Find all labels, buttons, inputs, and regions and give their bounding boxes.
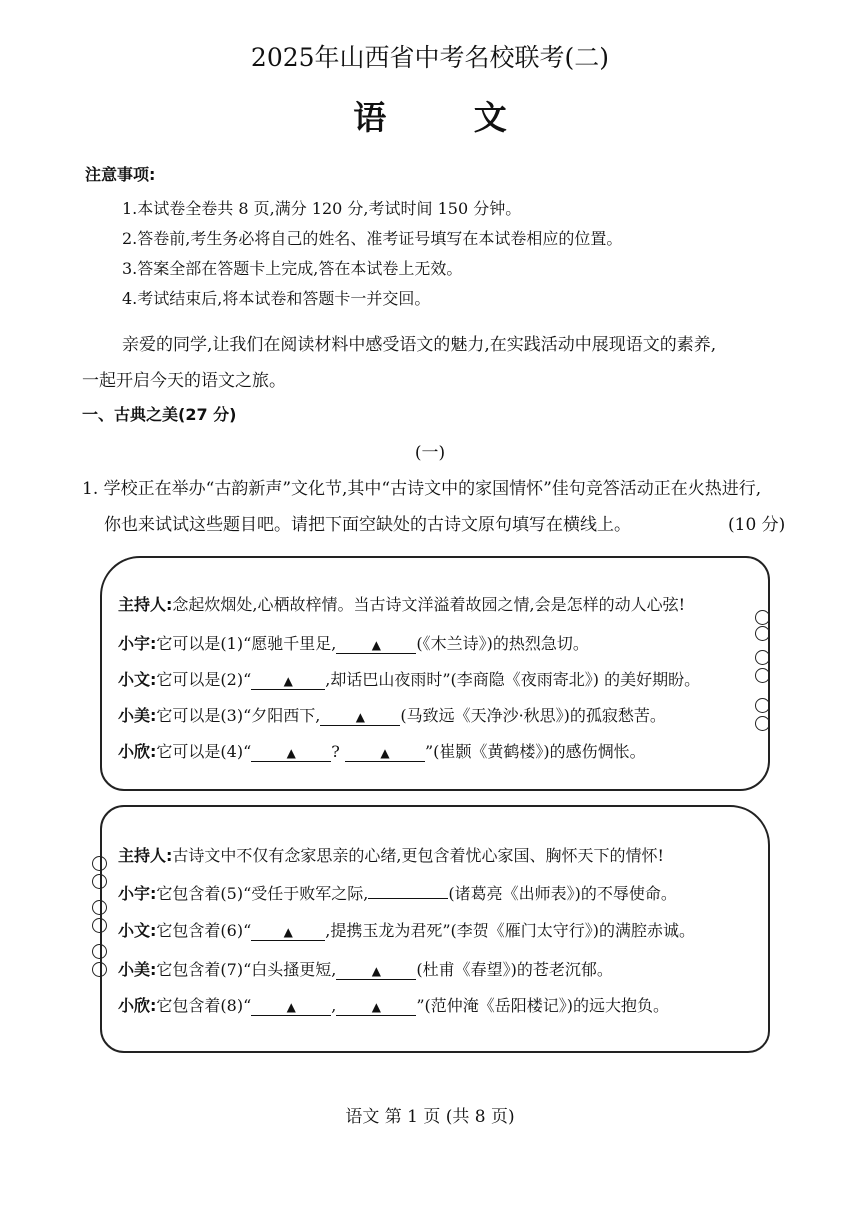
speaker-label: 小欣: bbox=[118, 742, 157, 761]
answer-blank bbox=[336, 998, 416, 1016]
answer-blank bbox=[251, 998, 331, 1016]
triangle-icon: ▲ bbox=[286, 746, 296, 760]
host-text: 念起炊烟处,心栖故梓情。当古诗文洋溢着故园之情,会是怎样的动人心弦! bbox=[172, 595, 686, 614]
binder-ring-icon bbox=[755, 698, 770, 713]
binder-ring-icon bbox=[755, 650, 770, 665]
speaker-label: 小文: bbox=[118, 670, 157, 689]
triangle-icon: ▲ bbox=[286, 1000, 296, 1014]
speaker-label: 小美: bbox=[118, 706, 157, 725]
answer-blank bbox=[320, 708, 400, 726]
binder-ring-icon bbox=[92, 944, 107, 959]
speaker-label: 小美: bbox=[118, 960, 157, 979]
line-text: 它可以是(3)“夕阳西下, bbox=[156, 706, 321, 725]
line-text: ,却话巴山夜雨时”(李商隐《夜雨寄北》) 的美好期盼。 bbox=[325, 670, 701, 689]
exam-title: 2025年山西省中考名校联考(二) bbox=[250, 43, 610, 72]
notice-item: 4.考试结束后,将本试卷和答题卡一并交回。 bbox=[122, 289, 431, 308]
triangle-icon: ▲ bbox=[371, 1000, 381, 1014]
intro-line: 亲爱的同学,让我们在阅读材料中感受语文的魅力,在实践活动中展现语文的素养, bbox=[122, 335, 717, 355]
line-text: , bbox=[331, 996, 337, 1015]
answer-blank bbox=[368, 898, 448, 899]
speaker-label: 小欣: bbox=[118, 996, 157, 1015]
answer-blank bbox=[345, 744, 425, 762]
speaker-label: 主持人: bbox=[118, 595, 173, 614]
host-line-1 bbox=[118, 592, 685, 615]
answer-blank bbox=[336, 962, 416, 980]
line-text: (杜甫《春望》)的苍老沉郁。 bbox=[416, 960, 613, 979]
binder-ring-icon bbox=[755, 668, 770, 683]
line-text: (马致远《天净沙·秋思》)的孤寂愁苦。 bbox=[400, 706, 666, 725]
part-number: (一) bbox=[414, 443, 446, 463]
line-text: 它可以是(2)“ bbox=[156, 670, 252, 689]
question-stem: 1. 学校正在举办“古韵新声”文化节,其中“古诗文中的家国情怀”佳句竞答活动正在火热进行, bbox=[82, 479, 762, 499]
triangle-icon: ▲ bbox=[283, 925, 293, 939]
dialogue-line bbox=[118, 667, 700, 690]
answer-blank bbox=[336, 636, 416, 654]
binder-ring-icon bbox=[92, 900, 107, 915]
subject-title: 语 文 bbox=[353, 98, 545, 137]
line-text: ”(崔颢《黄鹤楼》)的感伤惆怅。 bbox=[424, 742, 646, 761]
speaker-label: 小宇: bbox=[118, 884, 157, 903]
host-line-2 bbox=[118, 843, 664, 866]
question-stem-2: 你也来试试这些题目吧。请把下面空缺处的古诗文原句填写在横线上。 bbox=[104, 515, 631, 535]
line-text: 它可以是(4)“ bbox=[156, 742, 252, 761]
line-text: 它包含着(7)“白头搔更短, bbox=[156, 960, 337, 979]
speaker-label: 小宇: bbox=[118, 634, 157, 653]
host-text: 古诗文中不仅有念家思亲的心绪,更包含着忧心家国、胸怀天下的情怀! bbox=[172, 846, 664, 865]
triangle-icon: ▲ bbox=[355, 710, 365, 724]
binder-ring-icon bbox=[755, 626, 770, 641]
line-text: ? bbox=[331, 742, 340, 761]
intro-line: 一起开启今天的语文之旅。 bbox=[82, 371, 286, 391]
line-text: (《木兰诗》)的热烈急切。 bbox=[416, 634, 589, 653]
line-text: 它包含着(6)“ bbox=[156, 921, 252, 940]
line-text: 它可以是(1)“愿驰千里足, bbox=[156, 634, 337, 653]
binder-ring-icon bbox=[92, 918, 107, 933]
dialogue-line bbox=[118, 739, 646, 762]
line-text: 它包含着(8)“ bbox=[156, 996, 252, 1015]
binder-ring-icon bbox=[92, 874, 107, 889]
line-text: 它包含着(5)“受任于败军之际, bbox=[156, 884, 369, 903]
answer-blank bbox=[251, 744, 331, 762]
triangle-icon: ▲ bbox=[371, 964, 381, 978]
triangle-icon: ▲ bbox=[283, 674, 293, 688]
binder-ring-icon bbox=[92, 856, 107, 871]
notice-item: 2.答卷前,考生务必将自己的姓名、准考证号填写在本试卷相应的位置。 bbox=[122, 229, 623, 248]
section-heading: 一、古典之美(27 分) bbox=[82, 405, 237, 424]
triangle-icon: ▲ bbox=[371, 638, 381, 652]
page-footer: 语文 第 1 页 (共 8 页) bbox=[345, 1107, 515, 1127]
binder-ring-icon bbox=[92, 962, 107, 977]
answer-blank bbox=[251, 672, 325, 690]
answer-blank bbox=[251, 923, 325, 941]
speaker-label: 主持人: bbox=[118, 846, 173, 865]
line-text: (诸葛亮《出师表》)的不辱使命。 bbox=[448, 884, 677, 903]
binder-ring-icon bbox=[755, 610, 770, 625]
dialogue-line bbox=[118, 918, 695, 941]
line-text: ”(范仲淹《岳阳楼记》)的远大抱负。 bbox=[416, 996, 670, 1015]
notice-item: 3.答案全部在答题卡上完成,答在本试卷上无效。 bbox=[122, 259, 463, 278]
dialogue-line bbox=[118, 881, 677, 904]
dialogue-line bbox=[118, 703, 666, 726]
dialogue-line bbox=[118, 957, 613, 980]
notice-heading: 注意事项: bbox=[85, 165, 156, 184]
notice-item: 1.本试卷全卷共 8 页,满分 120 分,考试时间 150 分钟。 bbox=[122, 199, 522, 218]
triangle-icon: ▲ bbox=[380, 746, 390, 760]
dialogue-line bbox=[118, 631, 589, 654]
line-text: ,提携玉龙为君死”(李贺《雁门太守行》)的满腔赤诚。 bbox=[325, 921, 696, 940]
question-score: (10 分) bbox=[728, 515, 786, 535]
dialogue-line bbox=[118, 993, 669, 1016]
speaker-label: 小文: bbox=[118, 921, 157, 940]
binder-ring-icon bbox=[755, 716, 770, 731]
